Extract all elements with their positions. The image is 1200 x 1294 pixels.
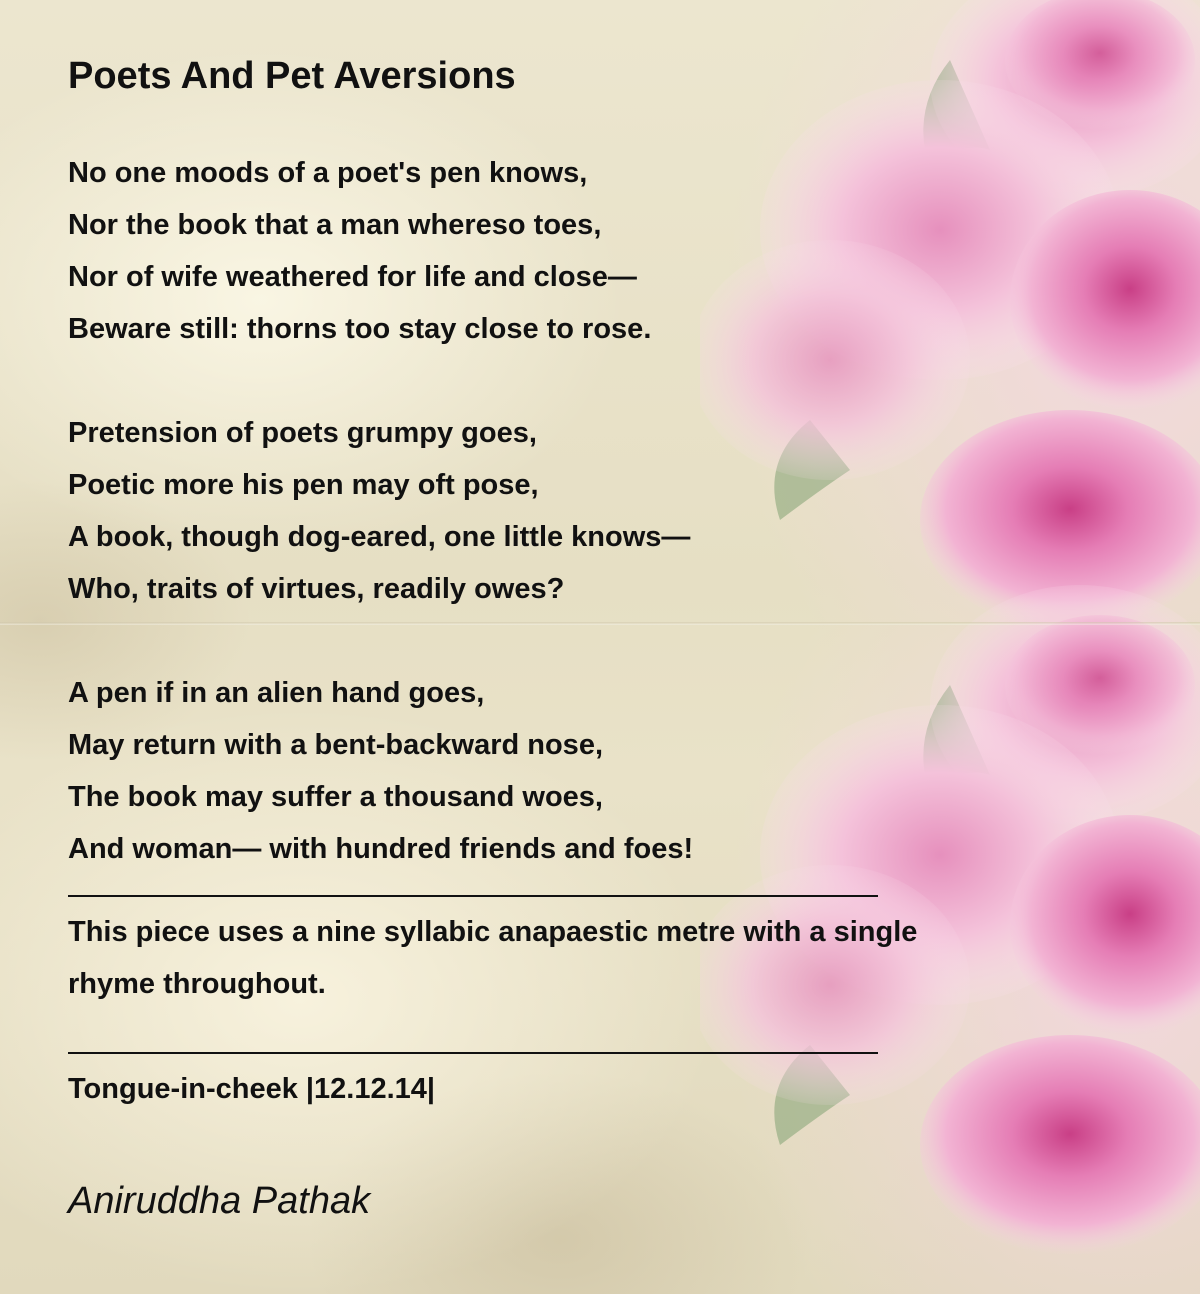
poem-line: And woman— with hundred friends and foes! <box>68 833 694 865</box>
stanza-gap <box>68 355 1068 407</box>
poem <box>68 50 1068 1227</box>
poem-author: Aniruddha Pathak <box>68 1180 371 1222</box>
poem-line: May return with a bent-backward nose, <box>68 729 603 761</box>
footnote-line: rhyme throughout. <box>68 968 326 1000</box>
stanza-1 <box>68 147 1068 355</box>
poem-line: No one moods of a poet's pen knows, <box>68 157 588 189</box>
poem-line: A book, though dog-eared, one little knows— <box>68 521 691 553</box>
poem-line: Nor the book that a man whereso toes, <box>68 209 602 241</box>
poem-line: Beware still: thorns too stay close to rose. <box>68 313 652 345</box>
poem-title: Poets And Pet Aversions <box>68 55 516 97</box>
poem-line: Who, traits of virtues, readily owes? <box>68 573 565 605</box>
divider-rule <box>68 895 878 897</box>
poem-tag: Tongue-in-cheek |12.12.14| <box>68 1073 436 1105</box>
stanza-3 <box>68 667 1068 875</box>
poem-line: Nor of wife weathered for life and close— <box>68 261 637 293</box>
footnote-line: This piece uses a nine syllabic anapaestic metre with a single <box>68 916 918 948</box>
poem-line: A pen if in an alien hand goes, <box>68 677 485 709</box>
poem-line: Pretension of poets grumpy goes, <box>68 417 537 449</box>
poem-line: Poetic more his pen may oft pose, <box>68 469 539 501</box>
stanza-2 <box>68 407 1068 615</box>
divider-rule <box>68 1052 878 1054</box>
poem-line: The book may suffer a thousand woes, <box>68 781 603 813</box>
stanza-gap <box>68 615 1068 667</box>
